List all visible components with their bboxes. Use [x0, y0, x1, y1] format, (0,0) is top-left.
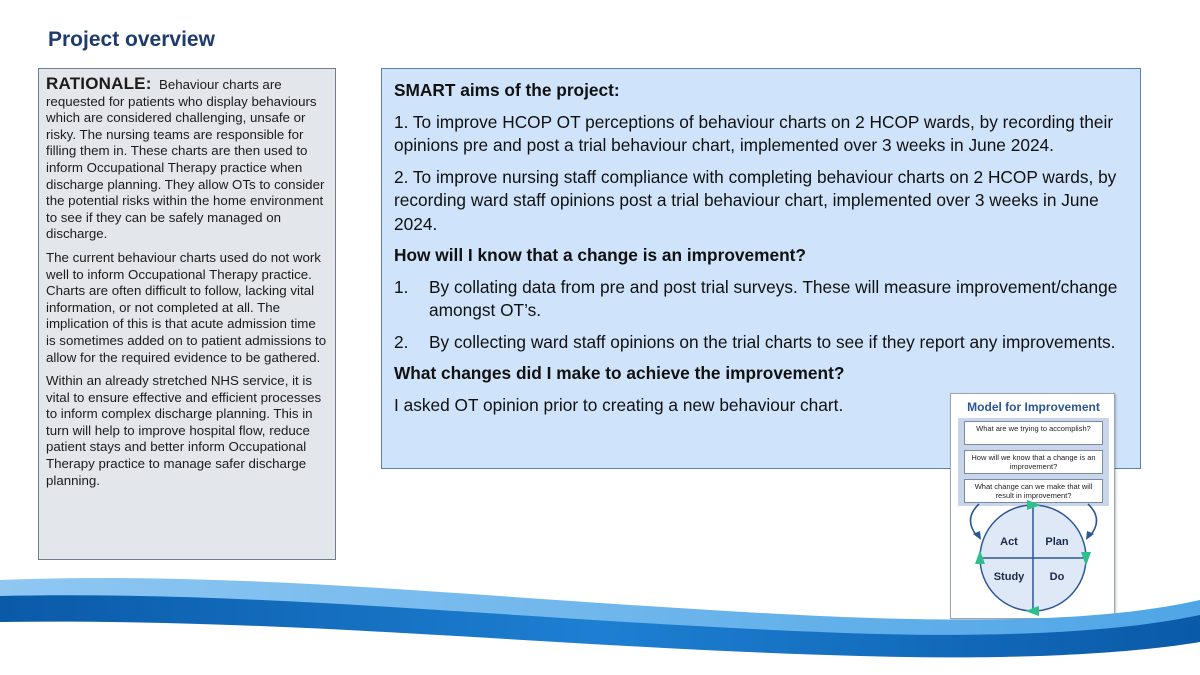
measure-heading: How will I know that a change is an improvement? [394, 245, 806, 265]
model-question-2: How will we know that a change is an improvement? [964, 450, 1103, 474]
rationale-para-1 [46, 76, 329, 243]
model-question-1: What are we trying to accomplish? [964, 421, 1103, 445]
rationale-text-1: Behaviour charts are requested for patients who display behaviours which are considered challenging, unsafe or risky. The nursing teams are responsible for filling them in. These charts are then used to inform Occupational Therapy practice when discharge planning. They allow OTs to consider the potential risks within the home environment to see if they can be safely managed on discharge. [46, 77, 325, 242]
rationale-box [38, 68, 336, 560]
model-title: Model for Improvement [967, 400, 1100, 414]
decorative-wave [0, 560, 1200, 675]
measure-num-1: 1. [394, 276, 409, 297]
measure-text-2: By collecting ward staff opinions on the trial charts to see if they report any improvements. [429, 331, 1116, 352]
curved-arrow-icon [970, 504, 979, 536]
rationale-heading: RATIONALE: [46, 74, 152, 93]
quadrant-do: Do [1049, 571, 1065, 583]
rationale-para-2: The current behaviour charts used do not work well to inform Occupational Therapy practice. Charts are often difficult to follow, lacking vital information, or not completed at all. The implication of this is that acute admission time is sometimes added on to patient admissions to allow for the required evidence to be gathered. [46, 249, 327, 365]
quadrant-plan: Plan [1045, 536, 1069, 548]
changes-text: I asked OT opinion prior to creating a new behaviour chart. [394, 394, 844, 415]
smart-aim-1: 1. To improve HCOP OT perceptions of behaviour charts on 2 HCOP wards, by recording their opinions pre and post a trial behaviour chart, implemented over 3 weeks in June 2024. [394, 111, 1114, 155]
model-question-3: What change can we make that will result in improvement? [964, 479, 1103, 503]
quadrant-act: Act [1000, 536, 1018, 548]
measure-text-1: By collating data from pre and post trial surveys. These will measure improvement/change amongst OT’s. [429, 276, 1118, 320]
measure-item-2 [394, 331, 1128, 355]
measure-num-2: 2. [394, 331, 409, 352]
curved-arrow-icon [1088, 504, 1097, 536]
measure-list [394, 276, 1128, 355]
changes-heading: What changes did I make to achieve the improvement? [394, 363, 845, 383]
quadrant-study: Study [993, 571, 1025, 583]
smart-heading: SMART aims of the project: [394, 80, 620, 100]
measure-item-1 [394, 276, 1128, 323]
rationale-para-3: Within an already stretched NHS service, it is vital to ensure effective and efficient processes to inform complex discharge planning. This in turn will help to improve hospital flow, reduce patient stays and better inform Occupational Therapy practice to manage safer discharge planning. [46, 373, 322, 488]
page-title: Project overview [48, 28, 215, 51]
smart-aim-2: 2. To improve nursing staff compliance with completing behaviour charts on 2 HCOP wards, by recording ward staff opinions post a trial behaviour chart, implemented over 3 weeks in June 2024. [394, 166, 1117, 234]
